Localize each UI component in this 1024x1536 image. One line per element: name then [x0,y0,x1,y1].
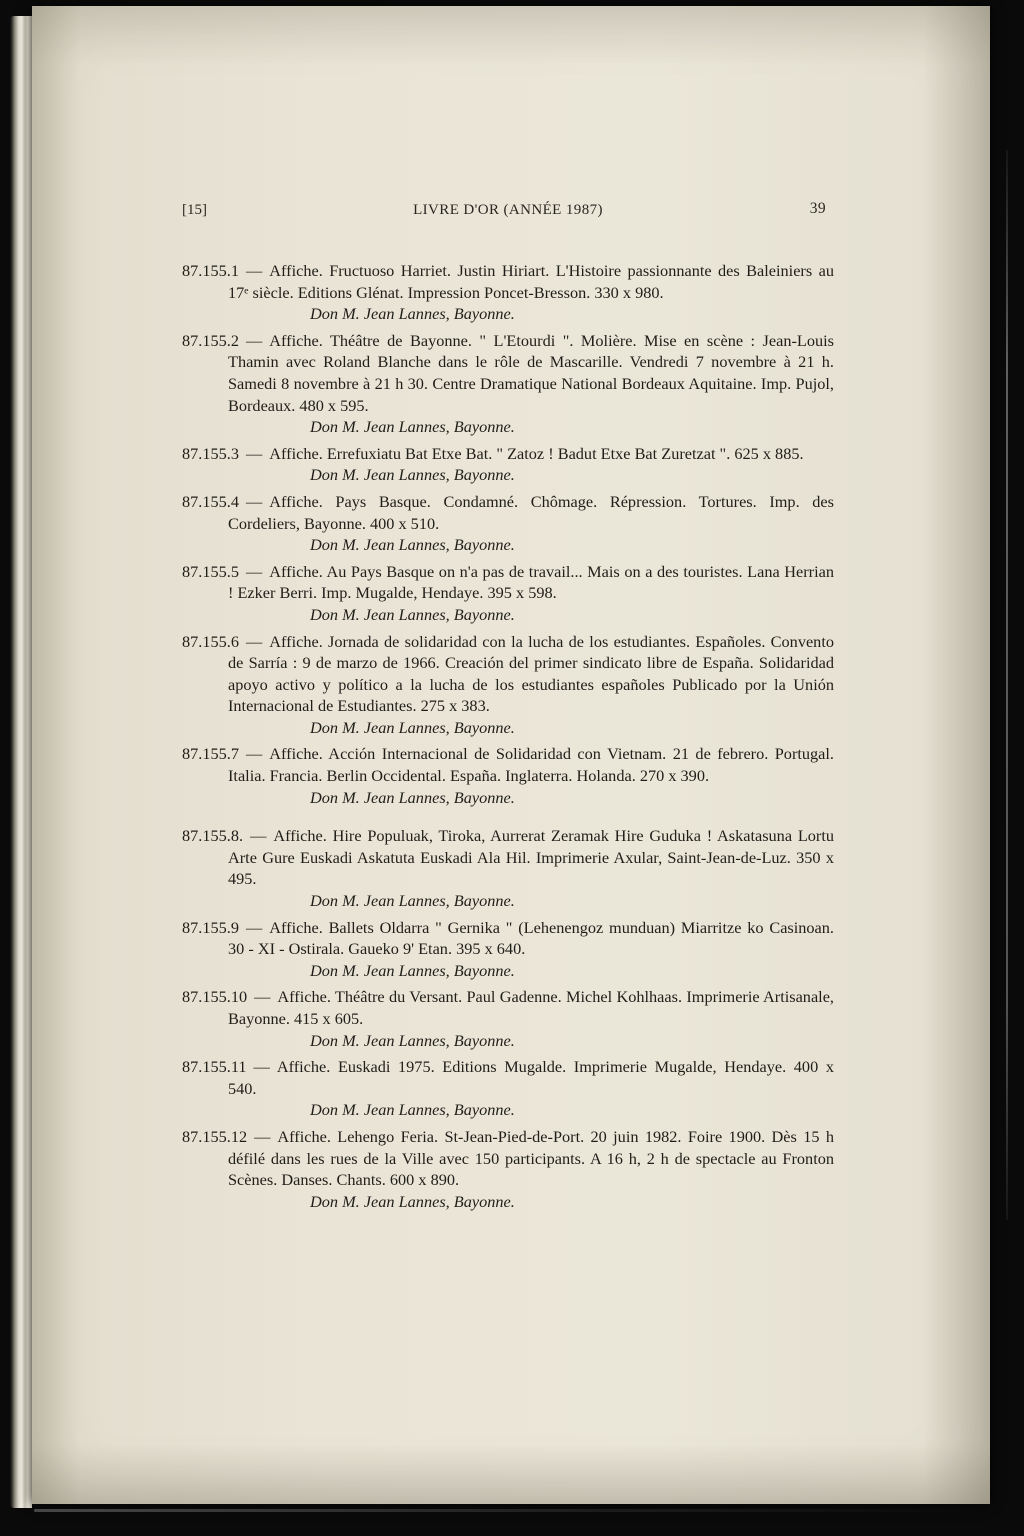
entry-text [182,743,834,786]
catalog-entry [182,330,834,438]
entry-dash: — [245,917,263,937]
catalog-entry [182,825,834,911]
entry-text [182,917,834,960]
entry-text [182,260,834,303]
book-binding-page-edges [10,16,32,1508]
entry-body: Affiche. Euskadi 1975. Editions Mugalde. Imprimerie Mugalde, Hendaye. 400 x 540. [228,1057,834,1098]
catalog-entry [182,1126,834,1212]
catalog-entry [182,561,834,626]
running-header [182,202,834,222]
entry-number: 87.155.9 [182,917,239,937]
entry-dash: — [245,330,263,350]
entry-body: Affiche. Ballets Oldarra " Gernika " (Lehenengoz munduan) Miarritze ko Casinoan. 30 - XI - Ostirala. Gaueko 9' Etan. 395 x 640. [228,917,834,959]
entry-body: Affiche. Fructuoso Harriet. Justin Hiriart. L'Histoire passionnante des Baleiniers au 17ᵉ siècle. Editions Glénat. Impression Poncet-Bresson. 330 x 980. [228,261,834,302]
entry-dash: — [245,261,263,280]
donation-line: Don M. Jean Lannes, Bayonne. [310,1030,515,1050]
entry-number: 87.155.2 [182,330,239,350]
entry-text [182,1056,834,1099]
catalog-entry [182,917,834,982]
donation-line: Don M. Jean Lannes, Bayonne. [310,417,515,437]
entry-body: Affiche. Errefuxiatu Bat Etxe Bat. " Zatoz ! Badut Etxe Bat Zuretzat ". 625 x 885. [269,443,804,463]
entry-dash: — [253,1057,270,1077]
entry-text [182,986,834,1029]
entry-number: 87.155.6 [182,631,239,651]
donation-line: Don M. Jean Lannes, Bayonne. [310,535,515,555]
entry-dash: — [245,561,263,581]
entry-number: 87.155.4 [182,491,239,511]
adjacent-page-edge [1006,150,1008,1220]
entry-text [182,631,834,717]
entry-text [182,491,834,534]
entry-body: Affiche. Théâtre du Versant. Paul Gadenne. Michel Kohlhaas. Imprimerie Artisanale, Bayonne. 415 x 605. [228,987,834,1028]
entry-body: Affiche. Lehengo Feria. St-Jean-Pied-de-Port. 20 juin 1982. Foire 1900. Dès 15 h défilé dans les rues de la Ville avec 150 participants. A 16 h, 2 h de spectacle au Fronton Scènes. Danses. Chants. 600 x 890. [228,1126,834,1190]
entry-list [182,260,834,1212]
donation-line: Don M. Jean Lannes, Bayonne. [310,717,515,737]
running-title: LIVRE D'OR (ANNÉE 1987) [413,202,603,218]
entry-dash: — [245,631,263,651]
catalog-entry [182,1056,834,1121]
page-content [32,6,834,1212]
entry-body: Affiche. Jornada de solidaridad con la lucha de los estudiantes. Españoles. Convento de Sarría : 9 de marzo de 1966. Creación del primer sindicato libre de España. Solidaridad apoyo activo y político a la lucha de los estudiantes españoles Publicado por la Unión Internacional de Estudiantes. 275 x 383. [228,631,834,716]
entry-dash: — [250,826,267,846]
entry-text [182,561,834,604]
donation-line: Don M. Jean Lannes, Bayonne. [310,1191,515,1211]
entry-dash: — [254,1126,271,1146]
donation-line: Don M. Jean Lannes, Bayonne. [310,604,515,624]
entry-body: Affiche. Hire Populuak, Tiroka, Aurrerat Zeramak Hire Guduka ! Askatasuna Lortu Arte Gure Euskadi Askatuta Euskadi Ala Hil. Imprimerie Axular, Saint-Jean-de-Luz. 350 x 495. [228,826,834,889]
entry-body: Affiche. Théâtre de Bayonne. " L'Etourdi ". Molière. Mise en scène : Jean-Louis Thamin avec Roland Blanche dans le rôle de Mascarille. Vendredi 7 novembre à 21 h. Samedi 8 novembre à 21 h 30. Centre Dramatique National Bordeaux Aquitaine. Imp. Pujol, Bordeaux. 480 x 595. [228,330,834,415]
entry-text [182,330,834,416]
entry-number: 87.155.5 [182,561,239,581]
entry-text [182,825,834,890]
catalog-entry [182,260,834,325]
entry-number: 87.155.11 [182,1057,247,1077]
entry-body: Affiche. Au Pays Basque on n'a pas de travail... Mais on a des touristes. Lana Herrian ! Ezker Berri. Imp. Mugalde, Hendaye. 395 x 598. [228,561,834,603]
catalog-entry [182,986,834,1051]
entry-number: 87.155.12 [182,1126,248,1146]
entry-number: 87.155.10 [182,987,248,1007]
book-page [32,6,990,1504]
entry-dash: — [245,491,263,511]
donation-line: Don M. Jean Lannes, Bayonne. [310,787,515,807]
catalog-entry [182,443,834,486]
donation-line: Don M. Jean Lannes, Bayonne. [310,960,515,980]
entry-text [182,443,834,465]
catalog-entry [182,631,834,739]
bottom-page-edge [34,1509,974,1512]
entry-dash: — [245,443,263,463]
donation-line: Don M. Jean Lannes, Bayonne. [310,1100,515,1120]
catalog-entry [182,491,834,556]
entry-dash: — [254,987,271,1007]
entry-body: Affiche. Acción Internacional de Solidaridad con Vietnam. 21 de febrero. Portugal. Italia. Francia. Berlin Occidental. España. Inglaterra. Holanda. 270 x 390. [228,744,834,786]
donation-line: Don M. Jean Lannes, Bayonne. [310,304,515,324]
donation-line: Don M. Jean Lannes, Bayonne. [310,891,515,911]
donation-line: Don M. Jean Lannes, Bayonne. [310,465,515,485]
page-number: 39 [809,200,826,217]
entry-number: 87.155.8. [182,826,244,846]
catalog-entry [182,743,834,808]
entry-body: Affiche. Pays Basque. Condamné. Chômage. Répression. Tortures. Imp. des Cordeliers, Bayonne. 400 x 510. [228,491,834,533]
entry-number: 87.155.1 [182,261,239,280]
entry-number: 87.155.3 [182,443,239,463]
entry-text [182,1126,834,1191]
entry-number: 87.155.7 [182,744,239,764]
entry-dash: — [245,744,263,764]
header-bracket-number: [15] [182,202,207,218]
